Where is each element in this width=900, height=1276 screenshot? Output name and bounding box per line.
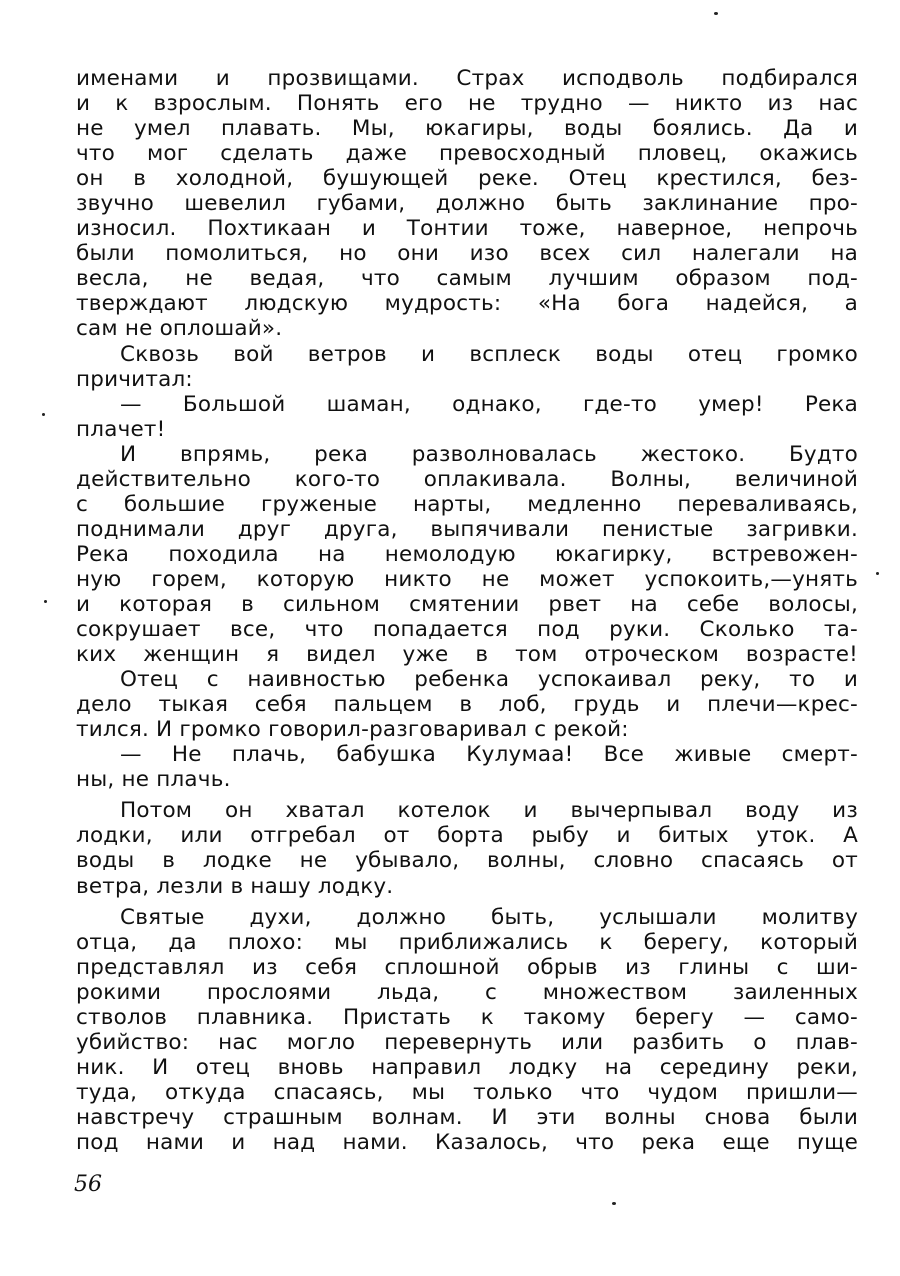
text-line: весла, не ведая, что самым лучшим образом под- xyxy=(76,266,858,292)
text-line: представлял из себя сплошной обрыв из глины с ши- xyxy=(76,954,858,980)
scan-speck xyxy=(612,1202,616,1205)
text-line: Река походила на немолодую юкагирку, встревожен- xyxy=(76,541,858,567)
text-line: и которая в сильном смятении рвет на себе волосы, xyxy=(76,591,858,617)
text-line: он в холодной, бушующей реке. Отец крестился, без- xyxy=(76,166,858,192)
text-line: плачет! xyxy=(76,416,166,442)
text-line: были помолиться, но они изо всех сил налегали на xyxy=(76,241,858,267)
scan-speck xyxy=(876,572,879,575)
text-line: рокими прослоями льда, с множеством заиленных xyxy=(76,979,858,1005)
text-line: не умел плавать. Мы, юкагиры, воды боялись. Да и xyxy=(76,116,858,142)
text-line: износил. Похтикаан и Тонтии тоже, наверное, непрочь xyxy=(76,216,858,242)
text-line: лодки, или отгребал от борта рыбу и битых уток. А xyxy=(76,823,858,849)
text-line: поднимали друг друга, выпячивали пенистые загривки. xyxy=(76,516,858,542)
text-line: Отец с наивностью ребенка успокаивал реку, то и xyxy=(120,667,858,693)
text-line: Святые духи, должно быть, услышали молитву xyxy=(120,904,858,930)
text-line: стволов плавника. Пристать к такому берегу — само- xyxy=(76,1004,858,1030)
text-line: именами и прозвищами. Страх исподволь подбирался xyxy=(76,66,858,91)
text-line: ветра, лезли в нашу лодку. xyxy=(76,873,394,899)
text-line: что мог сделать даже превосходный пловец, окажись xyxy=(76,141,858,167)
scan-speck xyxy=(714,12,718,15)
text-line: с большие груженые нарты, медленно переваливаясь, xyxy=(76,491,858,517)
text-line: И впрямь, река разволновалась жестоко. Будто xyxy=(120,441,858,467)
text-line: Потом он хватал котелок и вычерпывал воду из xyxy=(120,798,858,824)
text-line: под нами и над нами. Казалось, что река еще пуще xyxy=(76,1129,858,1155)
text-line: туда, откуда спасаясь, мы только что чудом пришли— xyxy=(76,1079,858,1105)
text-line: отца, да плохо: мы приближались к берегу, который xyxy=(76,929,858,955)
text-line: ких женщин я видел уже в том отроческом возрасте! xyxy=(76,642,858,668)
scan-speck xyxy=(44,600,47,603)
text-line: ник. И отец вновь направил лодку на середину реки, xyxy=(76,1054,858,1080)
text-line: ную горем, которую никто не может успокоить,—унять xyxy=(76,566,858,592)
text-line: сам не оплошай». xyxy=(76,316,283,342)
text-line: убийство: нас могло перевернуть или разбить о плав- xyxy=(76,1029,858,1055)
text-line: тился. И громко говорил-разговаривал с рекой: xyxy=(76,717,629,743)
text-line: — Большой шаман, однако, где-то умер! Река xyxy=(120,391,858,417)
text-line: — Не плачь, бабушка Кулумаа! Все живые смерт- xyxy=(120,742,858,768)
text-line: звучно шевелил губами, должно быть заклинание про- xyxy=(76,191,858,217)
text-line: причитал: xyxy=(76,366,193,392)
text-line: навстречу страшным волнам. И эти волны снова были xyxy=(76,1104,858,1130)
text-line: дело тыкая себя пальцем в лоб, грудь и плечи—крес- xyxy=(76,692,858,718)
text-line: действительно кого-то оплакивала. Волны, величиной xyxy=(76,466,858,492)
text-line: Сквозь вой ветров и всплеск воды отец громко xyxy=(120,341,858,367)
scan-speck xyxy=(42,413,45,416)
text-line: сокрушает все, что попадается под руки. Сколько та- xyxy=(76,617,858,643)
page-number: 56 xyxy=(74,1172,102,1197)
text-line: тверждают людскую мудрость: «На бога надейся, а xyxy=(76,291,858,317)
text-line: ны, не плачь. xyxy=(76,767,231,793)
text-line: и к взрослым. Понять его не трудно — никто из нас xyxy=(76,91,858,117)
page-body-text xyxy=(76,66,858,1155)
text-line: воды в лодке не убывало, волны, словно спасаясь от xyxy=(76,848,858,874)
